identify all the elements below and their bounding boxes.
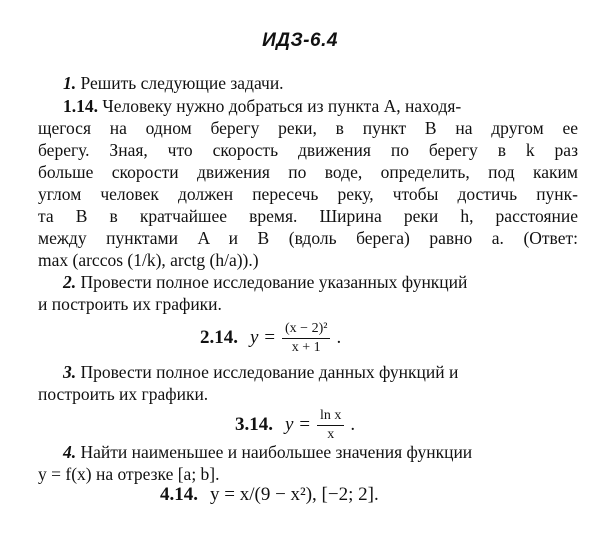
formula-3-14 <box>235 405 355 445</box>
formula-3-14-lhs: y = <box>285 414 312 435</box>
task-3-line-2: построить их графики. <box>38 384 209 404</box>
task-2-line-1 <box>63 271 467 293</box>
formula-2-14-denominator: x + 1 <box>291 339 321 355</box>
problem-1-14-line-6: та B в кратчайшее время. Ширина реки h, расстояние <box>38 206 578 226</box>
problem-1-14-line-4: больше скорости движения по воде, определить, под каким <box>38 162 578 182</box>
task-4-number: 4. <box>63 442 77 462</box>
formula-2-14-lhs: y = <box>250 327 277 348</box>
task-2-line-2: и построить их графики. <box>38 294 222 314</box>
task-1-heading <box>63 72 284 94</box>
formula-2-14-numerator: (x − 2)² <box>282 321 330 339</box>
task-3-number: 3. <box>63 362 77 382</box>
formula-2-14-end: . <box>336 327 342 348</box>
task-3-line-1 <box>63 361 458 383</box>
task-2-text: Провести полное исследование указанных функций <box>80 272 468 292</box>
formula-4-14-label: 4.14. <box>160 484 198 505</box>
task-4-line-2: y = f(x) на отрезке [a; b]. <box>38 464 220 484</box>
formula-3-14-numerator: ln x <box>317 408 344 426</box>
formula-3-14-fraction <box>317 408 344 443</box>
formula-4-14-expression: y = x/(9 − x²), [−2; 2]. <box>210 484 379 505</box>
task-1-number: 1. <box>63 73 77 93</box>
formula-2-14-label: 2.14. <box>200 327 238 348</box>
problem-1-14-number: 1.14. <box>63 96 98 116</box>
problem-1-14-line-1 <box>63 95 461 117</box>
formula-2-14 <box>200 316 341 360</box>
formula-3-14-end: . <box>350 414 356 435</box>
problem-1-14-line-2: щегося на одном берегу реки, в пункт B на другом ее <box>38 118 578 138</box>
formula-2-14-fraction <box>282 321 330 356</box>
task-4-line-1 <box>63 441 472 463</box>
problem-1-14-answer-line: max (arccos (1/k), arctg (h/a)).) <box>38 250 259 270</box>
problem-1-14-text-line: Человеку нужно добраться из пункта A, находя- <box>102 96 462 116</box>
task-4-text: Найти наименьшее и наибольшее значения функции <box>80 442 473 462</box>
task-1-text: Решить следующие задачи. <box>80 73 284 93</box>
problem-1-14-line-5: углом человек должен пересечь реку, чтобы достичь пунк- <box>38 184 578 204</box>
task-2-number: 2. <box>63 272 77 292</box>
document-title: ИДЗ-6.4 <box>262 30 338 51</box>
formula-4-14 <box>160 482 379 508</box>
formula-3-14-label: 3.14. <box>235 414 273 435</box>
problem-1-14-line-3: берегу. Зная, что скорость движения по берегу в k раз <box>38 140 578 160</box>
problem-1-14-line-7: между пунктами A и B (вдоль берега) равно a. (Ответ: <box>38 228 578 248</box>
task-3-text: Провести полное исследование данных функций и <box>80 362 459 382</box>
formula-3-14-denominator: x <box>327 426 335 442</box>
